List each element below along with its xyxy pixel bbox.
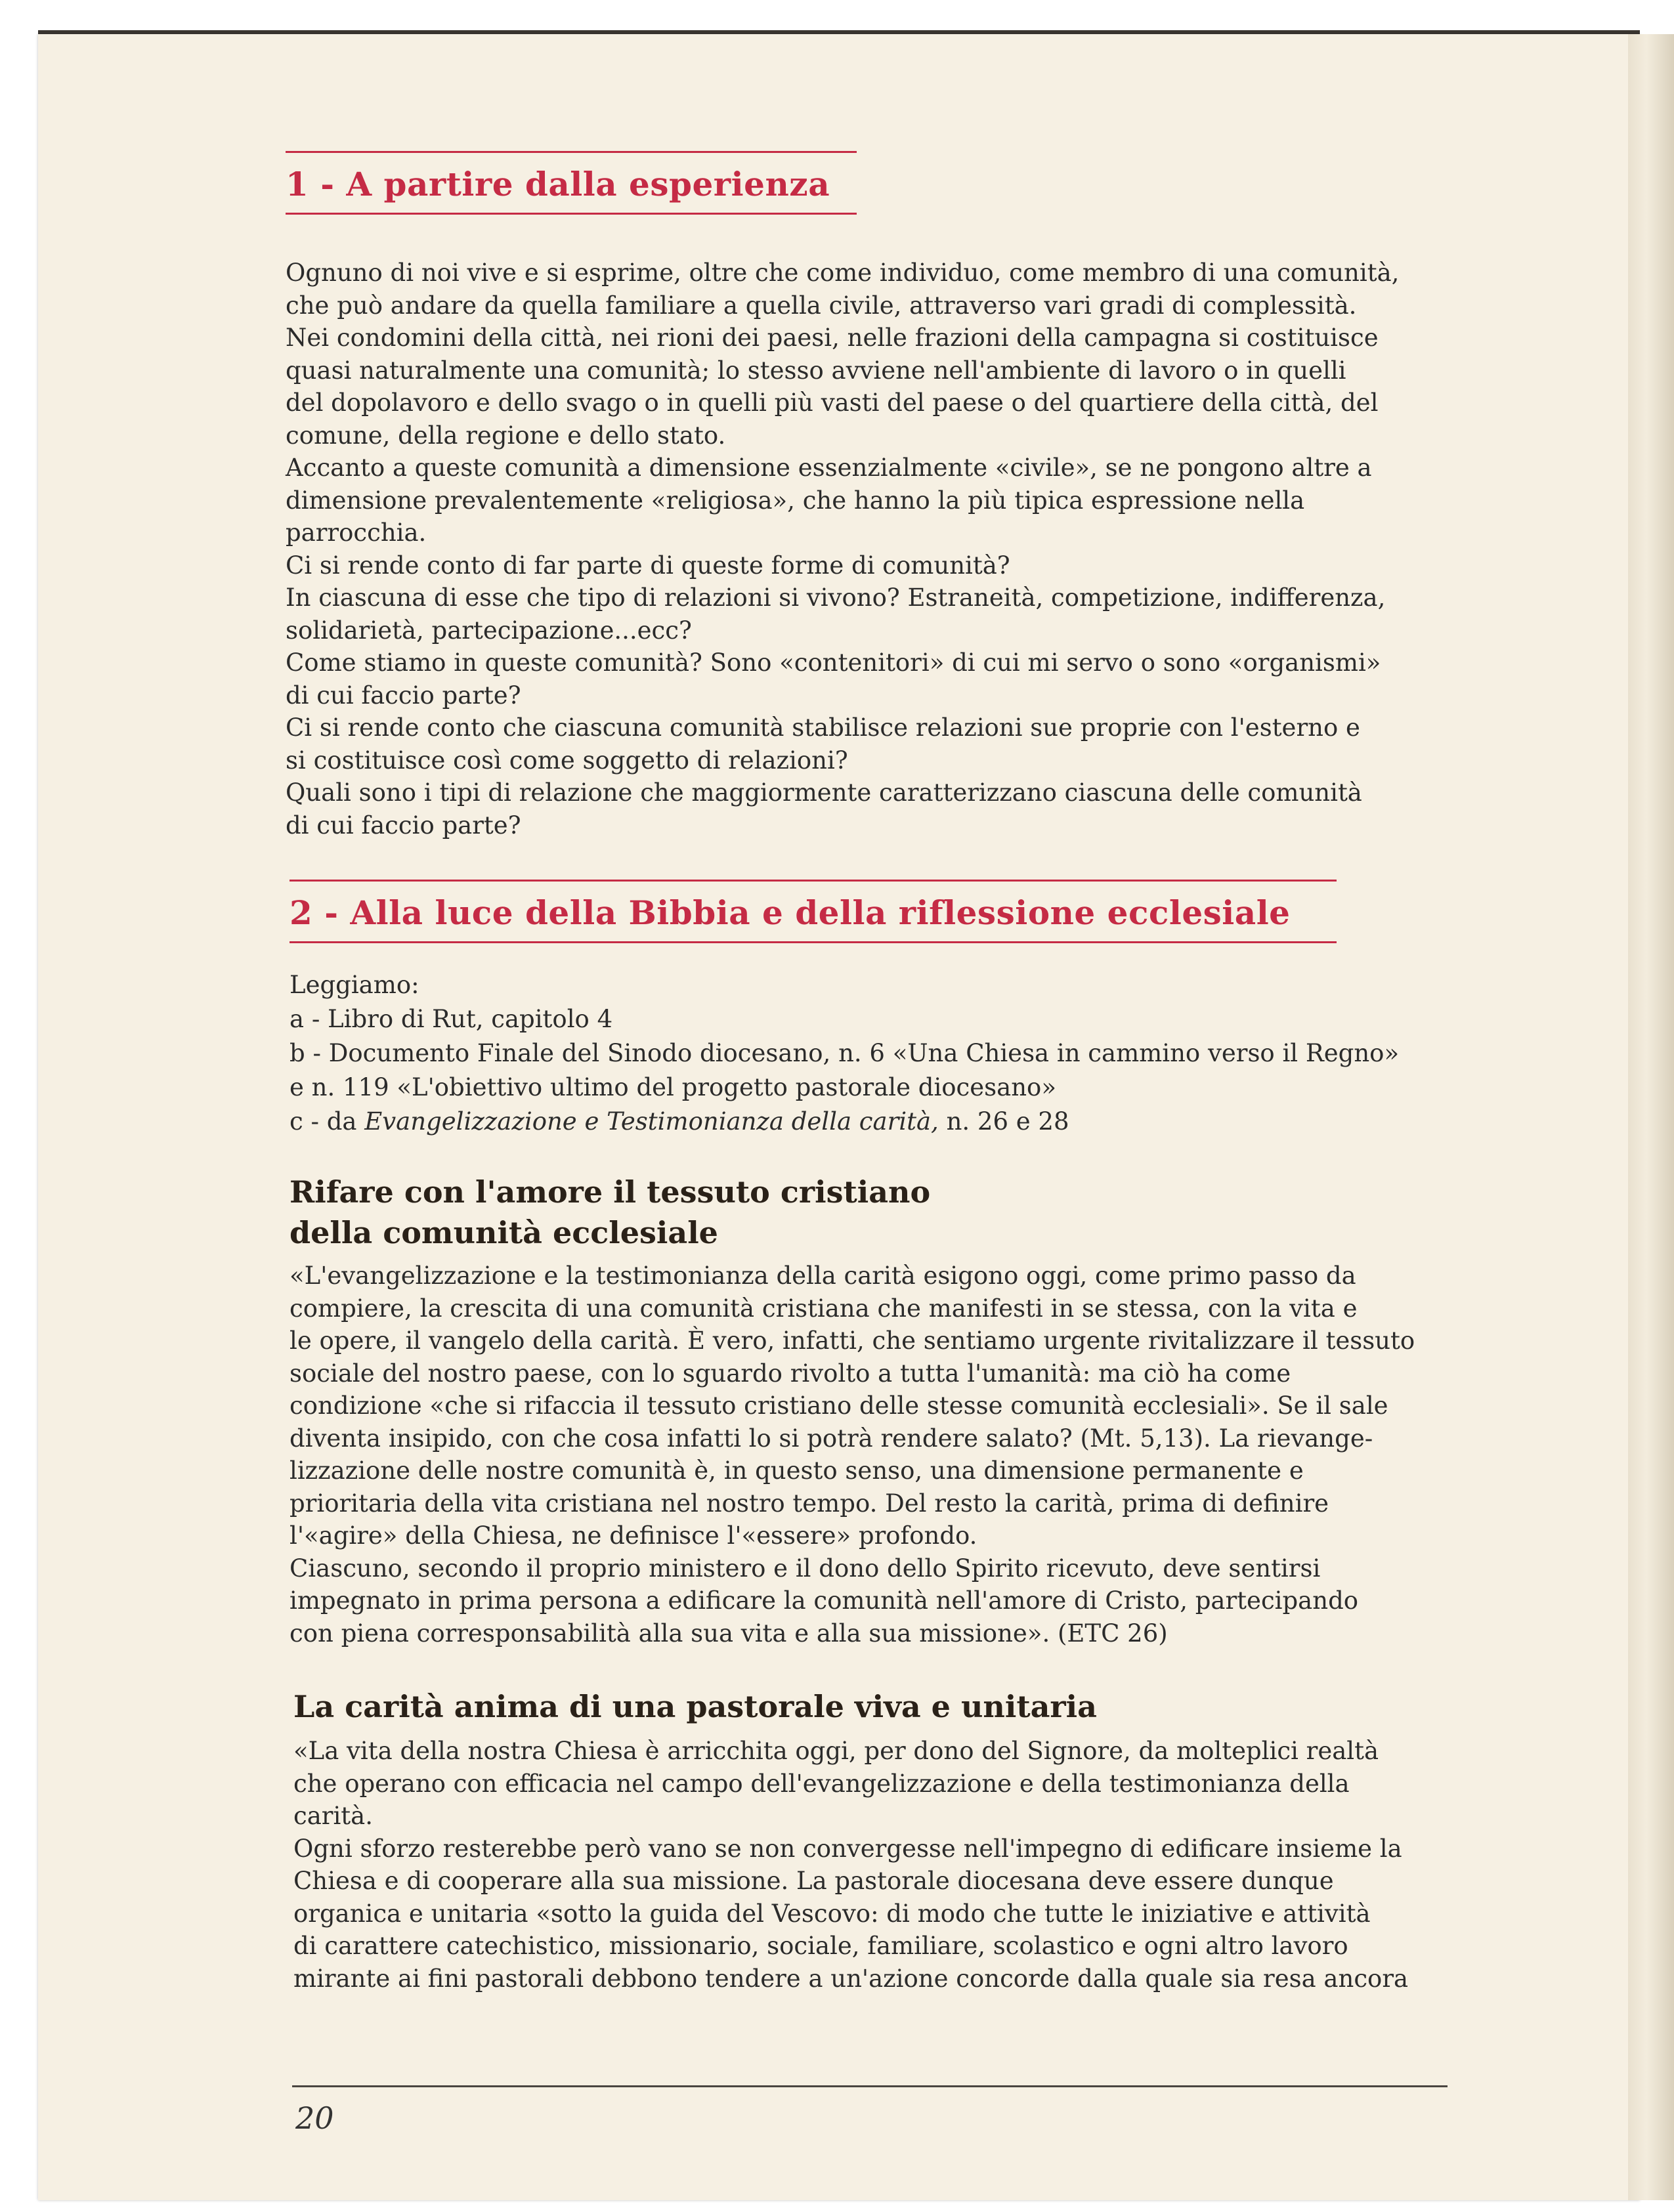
text-line: lizzazione delle nostre comunità è, in questo senso, una dimensione permanente e — [290, 1457, 1304, 1485]
footer-rule — [292, 2085, 1448, 2087]
subsection-rifare — [290, 1172, 1448, 1649]
text-line: prioritaria della vita cristiana nel nostro tempo. Del resto la carità, prima di definire — [290, 1489, 1329, 1518]
text-line: In ciascuna di esse che tipo di relazioni si vivono? Estraneità, competizione, indifferenza, — [286, 584, 1386, 612]
text-line: sociale del nostro paese, con lo sguardo rivolto a tutta l'umanità: ma ciò ha come — [290, 1359, 1291, 1388]
text-line: solidarietà, partecipazione...ecc? — [286, 616, 692, 645]
section-1 — [286, 151, 1448, 841]
subsection-title-continued: della comunità ecclesiale — [290, 1215, 718, 1250]
text-line: Nei condomini della città, nei rioni dei paesi, nelle frazioni della campagna si costituisce — [286, 324, 1379, 352]
text-line: «L'evangelizzazione e la testimonianza della carità esigono oggi, come primo passo da — [290, 1262, 1356, 1290]
text-line: Quali sono i tipi di relazione che maggiormente caratterizzano ciascuna delle comunità — [286, 778, 1362, 807]
reading-c-suffix: n. 26 e 28 — [946, 1107, 1069, 1136]
page-number: 20 — [295, 2100, 334, 2136]
text-line: comune, della regione e dello stato. — [286, 421, 726, 450]
text-line: parrocchia. — [286, 519, 427, 547]
text-line: Ciascuno, secondo il proprio ministero e il dono dello Spirito ricevuto, deve sentirsi — [290, 1554, 1321, 1583]
reading-c-prefix: c - da — [290, 1107, 357, 1136]
subsection-carita — [293, 1686, 1449, 1995]
readings-intro: Leggiamo: — [290, 971, 419, 999]
text-line: Ogni sforzo resterebbe però vano se non convergesse nell'impegno di edificare insieme la — [293, 1834, 1402, 1863]
text-line: dimensione prevalentemente «religiosa», che hanno la più tipica espressione nella — [286, 486, 1305, 515]
text-line: quasi naturalmente una comunità; lo stesso avviene nell'ambiente di lavoro o in quelli — [286, 356, 1346, 385]
text-line: condizione «che si rifaccia il tessuto cristiano delle stesse comunità ecclesiali». Se il sale — [290, 1392, 1388, 1420]
text-line: di cui faccio parte? — [286, 811, 521, 840]
text-line: «La vita della nostra Chiesa è arricchita oggi, per dono del Signore, da molteplici realtà — [293, 1737, 1379, 1765]
text-line: carità. — [293, 1802, 373, 1830]
subsection-title: Rifare con l'amore il tessuto cristiano — [290, 1174, 931, 1210]
text-line: si costituisce così come soggetto di relazioni? — [286, 746, 848, 775]
text-line: mirante ai fini pastorali debbono tendere a un'azione concorde dalla quale sia resa ancora — [293, 1964, 1409, 1993]
text-line: Accanto a queste comunità a dimensione essenzialmente «civile», se ne pongono altre a — [286, 454, 1372, 482]
reading-c-title: Evangelizzazione e Testimonianza della carità, — [364, 1107, 939, 1136]
text-line: di cui faccio parte? — [286, 681, 521, 710]
text-line: Ci si rende conto di far parte di queste forme di comunità? — [286, 551, 1010, 580]
subsection-title: La carità anima di una pastorale viva e unitaria — [293, 1689, 1097, 1724]
reading-b: b - Documento Finale del Sinodo diocesano, n. 6 «Una Chiesa in cammino verso il Regno» — [290, 1039, 1400, 1067]
page-spine — [1628, 34, 1674, 2200]
section-1-heading: 1 - A partire dalla esperienza — [286, 151, 857, 215]
subsection-2-text — [293, 1735, 1449, 1995]
text-line: le opere, il vangelo della carità. È vero, infatti, che sentiamo urgente rivitalizzare il tessuto — [290, 1327, 1415, 1355]
readings-list — [290, 968, 1448, 1139]
section-1-text — [286, 257, 1448, 841]
text-line: l'«agire» della Chiesa, ne definisce l'«essere» profondo. — [290, 1521, 977, 1550]
text-line: Ognuno di noi vive e si esprime, oltre che come individuo, come membro di una comunità, — [286, 259, 1400, 287]
section-2-heading: 2 - Alla luce della Bibbia e della riflessione ecclesiale — [290, 880, 1337, 943]
reading-b-continued: e n. 119 «L'obiettivo ultimo del progetto pastorale diocesano» — [290, 1073, 1056, 1101]
subsection-1-text — [290, 1260, 1448, 1649]
text-line: Ci si rende conto che ciascuna comunità stabilisce relazioni sue proprie con l'esterno e — [286, 713, 1360, 742]
text-line: con piena corresponsabilità alla sua vita e alla sua missione». (ETC 26) — [290, 1619, 1168, 1648]
text-line: del dopolavoro e dello svago o in quelli più vasti del paese o del quartiere della città, del — [286, 389, 1379, 417]
text-line: diventa insipido, con che cosa infatti lo si potrà rendere salato? (Mt. 5,13). La rievange- — [290, 1424, 1373, 1453]
text-line: organica e unitaria «sotto la guida del Vescovo: di modo che tutte le iniziative e attività — [293, 1899, 1371, 1928]
reading-c — [290, 1105, 1448, 1139]
reading-a: a - Libro di Rut, capitolo 4 — [290, 1005, 613, 1033]
page-content — [286, 151, 1448, 1995]
text-line: che può andare da quella familiare a quella civile, attraverso vari gradi di complessità. — [286, 291, 1357, 320]
text-line: che operano con efficacia nel campo dell'evangelizzazione e della testimonianza della — [293, 1769, 1350, 1798]
text-line: di carattere catechistico, missionario, sociale, familiare, scolastico e ogni altro lavoro — [293, 1932, 1348, 1960]
text-line: Chiesa e di cooperare alla sua missione. La pastorale diocesana deve essere dunque — [293, 1867, 1334, 1895]
text-line: Come stiamo in queste comunità? Sono «contenitori» di cui mi servo o sono «organismi» — [286, 649, 1381, 677]
text-line: compiere, la crescita di una comunità cristiana che manifesti in se stessa, con la vita e — [290, 1294, 1358, 1323]
section-2 — [290, 880, 1448, 1139]
text-line: impegnato in prima persona a edificare la comunità nell'amore di Cristo, partecipando — [290, 1586, 1359, 1615]
